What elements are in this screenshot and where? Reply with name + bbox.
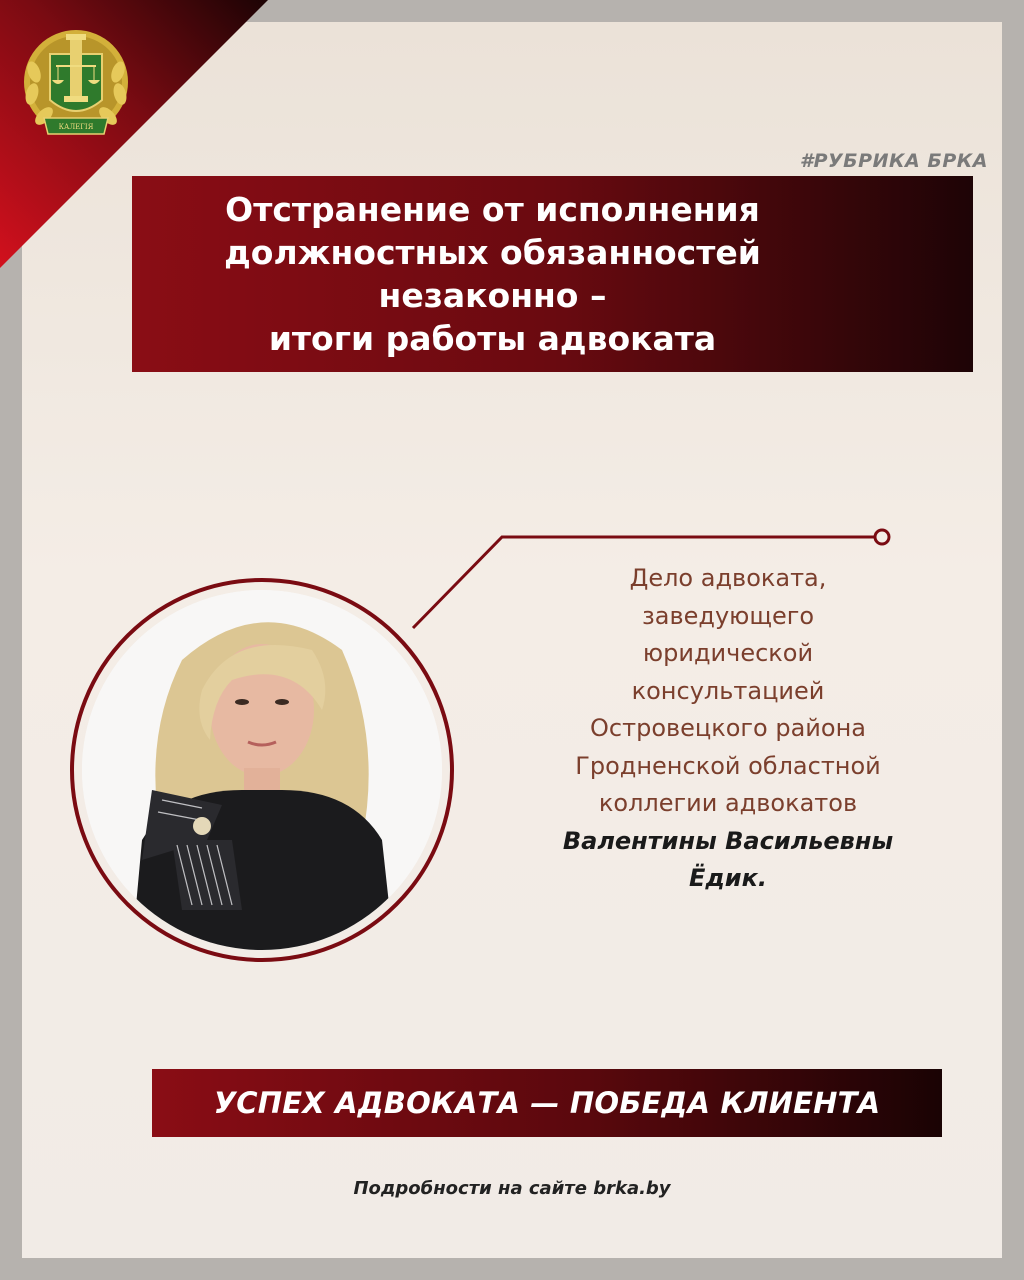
description-line: юридической bbox=[642, 639, 814, 667]
description-line: коллегии адвокатов bbox=[598, 789, 858, 817]
description-line: заведующего bbox=[641, 601, 815, 630]
description-line: Гродненской областной bbox=[575, 751, 881, 780]
profile-photo bbox=[62, 570, 462, 970]
description-line: Островецкого района bbox=[590, 714, 866, 742]
lawyer-name-line: Ёдик. bbox=[689, 864, 767, 892]
lawyer-name-line: Валентины Васильевны bbox=[562, 826, 894, 855]
emblem-ribbon-text: КАЛЕГІЯ bbox=[58, 123, 94, 131]
bar-association-emblem bbox=[20, 22, 132, 144]
headline-banner bbox=[132, 176, 973, 372]
headline-line: незаконно – bbox=[378, 276, 607, 315]
portrait-icon bbox=[82, 590, 442, 950]
slogan-banner bbox=[152, 1069, 942, 1137]
description-line: Дело адвоката, bbox=[629, 564, 827, 592]
rubric-hashtag: #РУБРИКА БРКА bbox=[799, 150, 988, 172]
case-description bbox=[528, 560, 928, 898]
description-line: консультацией bbox=[631, 676, 825, 705]
headline-line: должностных обязанностей bbox=[224, 233, 761, 272]
headline-line: Отстранение от исполнения bbox=[225, 190, 760, 229]
slogan-text: УСПЕХ АДВОКАТА — ПОБЕДА КЛИЕНТА bbox=[213, 1086, 881, 1120]
headline-line: итоги работы адвоката bbox=[268, 319, 717, 358]
footer-link-text: Подробности на сайте brka.by bbox=[353, 1178, 671, 1199]
